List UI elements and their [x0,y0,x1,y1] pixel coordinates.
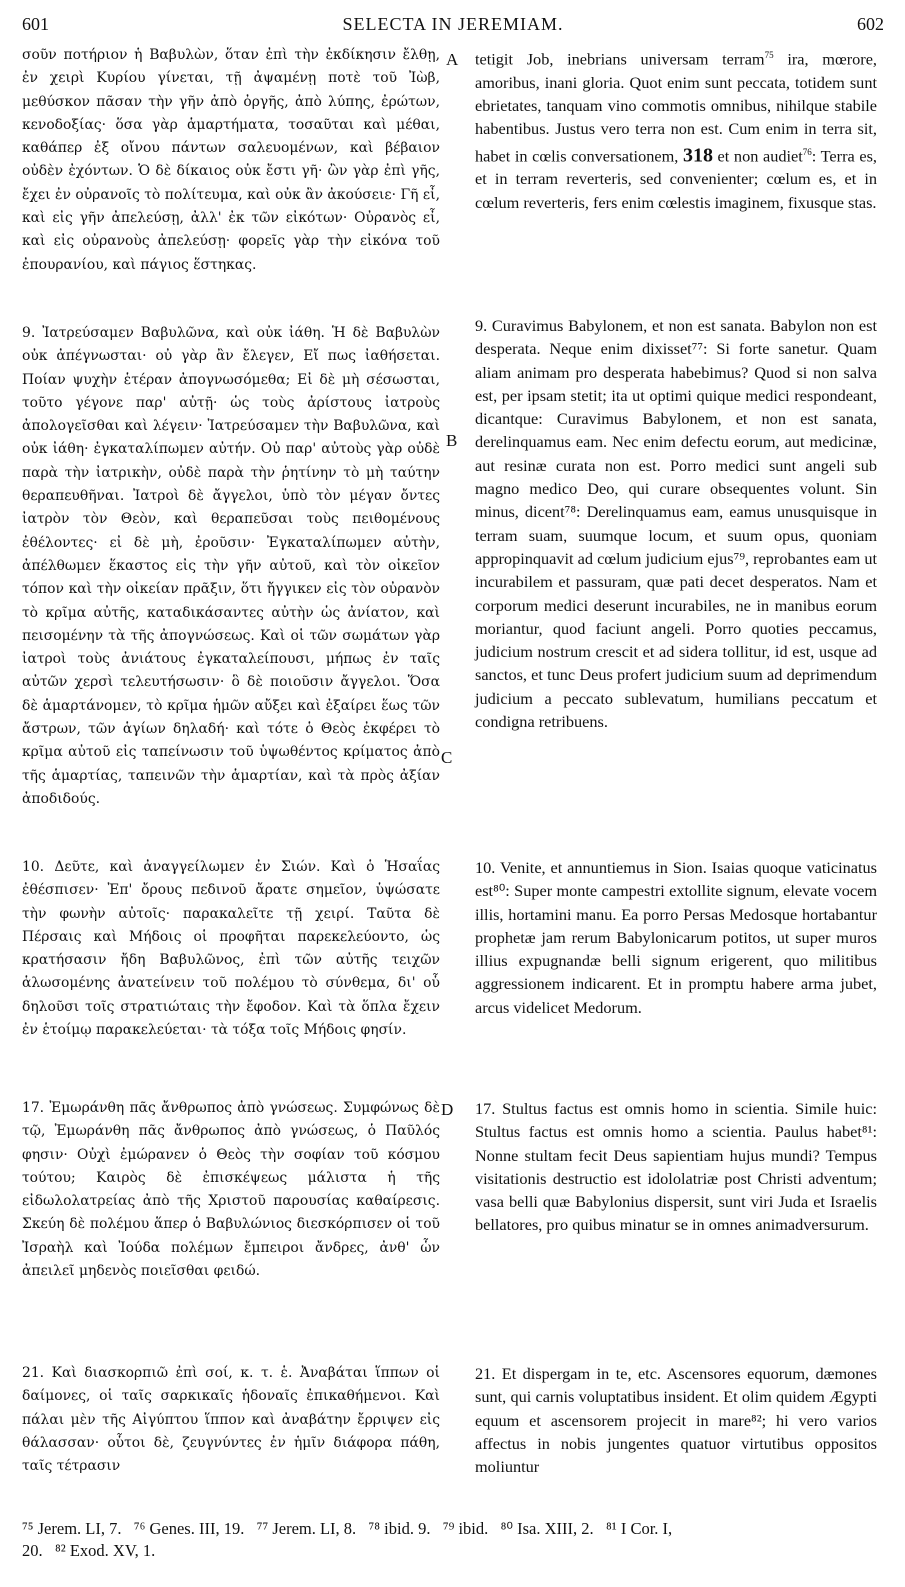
page-number-left: 601 [22,14,49,34]
latin-paragraph-17: 17. Stultus factus est omnis homo in scientia. Simile huic: Stultus factus est omnis homo a scientia. Paulus habet⁸¹: Nonne stultam fecit Deus sapientiam hujus mundi? Tempus visitationis destructio est idololatriæ post Christi adventum; vasa belli quæ Babylonius dispersit, sunt viri Juda et Israelis bellatores, pro quibus minatur se in omnes animadversurum. [475,1099,877,1235]
greek-paragraph-21: 21. Καὶ διασκορπιῶ ἐπὶ σοί, κ. τ. ἑ. Ἀναβάται ἵππων οἱ δαίμονες, οἱ ταῖς σαρκικαῖς ἡδοναῖς ἐπικαθήμενοι. Καὶ πάλαι μὲν τῆς Αἰγύπτου ἵππον καὶ ἀναβάτην ἔρριψεν εἰς θάλασσαν· οὗτοι δὲ, ζευγνύντες ἐν ἡμῖν διάφορα πάθη, ταῖς τέτρασιν [22,1365,440,1475]
latin-paragraph-10: 10. Venite, et annuntiemus in Sion. Isaias quoque vaticinatus est⁸⁰: Super monte campestri extollite signum, elevate vocem illis, hortamini manu. Ea porro Persas Medosque hortabantur prophetæ jam rerum Babylonicarum potitos, ut super muros illius expugnandæ belli signum erigerent, quo militibus aggressionem indicarent. Et in promptu habere arma jubet, arcus videlicet Medorum. [475,858,877,1017]
margin-letter-c: C [441,748,453,767]
margin-letter-b: B [446,431,458,450]
running-title: SELECTA IN JEREMIAM. [342,14,564,34]
footnote-ref-76: 76 [802,146,812,157]
page-number-right: 602 [857,14,884,34]
latin-paragraph-9: 9. Curavimus Babylonem, et non est sanata. Babylon non est desperata. Neque enim dixisset⁷⁷: Si forte sanetur. Quam aliam animam pro desperata habebimus? Quod si non salva est, per ipsam stetit; ita ut optimi quique medici respondeant, dicantque: Curavimus Babylonem, et non est sanata, derelinquamus eam. Nec enim defectu eorum, aut medicinæ, aut resinæ curata non est. Porro medici sunt angeli sub magno medico Deo, qui curare obsequentes volunt. Sin minus, dicent⁷⁸: Derelinquamus eam, eamus unusquisque in terram suam, suumque locum, et suum opus, quoniam appropinquavit ad cœlum judicium ejus⁷⁹, reprobantes eam ut incurabilem et passuram, quæ pati decet desperatos. Nam et corporum medici deserunt incurabiles, ne in manibus eorum moriantur, quod faciunt angeli. Porro quoties peccamus, judicium nostrum crescit et ad sidera tollitur, id est, usque ad sanctos, et tunc Deus profert judicium suum ad deprimendum judicium a peccato sublevatum, humilians peccatum et condigna retribuens. [475,316,877,732]
greek-paragraph-17: 17. Ἐμωράνθη πᾶς ἄνθρωπος ἀπὸ γνώσεως. Συμφώνως δὲ τῷ, Ἐμωράνθη πᾶς ἄνθρωπος ἀπὸ γνώσεως, ὁ Παῦλός φησιν· Οὐχὶ ἐμώρανεν ὁ Θεὸς τὴν σοφίαν τοῦ κόσμου τούτου; Καιρὸς δὲ ἐπισκέψεως μάλιστα ἡ τῆς εἰδωλολατρείας ἀπὸ τῆς Χριστοῦ παρουσίας καθαίρεσις. Σκεύη δὲ πολέμου ἅπερ ὁ Βαβυλώνιος διεσκόρπισεν οἱ τοῦ Ἰσραὴλ καὶ Ἰούδα πολέμων ἔμπειροι ἄνδρες, ἀνθ' ὧν ἀπειλεῖ μηδενὸς ποιεῖσθαι φειδώ. [22,1100,440,1280]
footnote-ref-75: 75 [764,50,774,60]
latin-paragraph-21: 21. Et dispergam in te, etc. Ascensores equorum, dæmones sunt, qui carnis voluptatibus insident. Et olim quidem Ægypti equum et ascensorem projecit in mare⁸²; hi vero varios affectus in nobis jungentes quatuor virtutibus oppositos moliuntur [475,1364,877,1477]
column-number: 318 [682,144,713,167]
greek-paragraph-1: σοῦν ποτήριον ἡ Βαβυλὼν, ὅταν ἐπὶ τὴν ἐκδίκησιν ἔλθῃ, ἐν χειρὶ Κυρίου γίνεται, τῇ ἀψαμένῃ ποτὲ τοῦ Ἰὼβ, μεθύσκον πᾶσαν τὴν γῆν ἀπὸ ὀργῆς, ἀπὸ λύπης, ἐρώτων, κενοδοξίας· ὅσα γὰρ ἁμαρτήματα, τοσαῦται καὶ μέθαι, καθάπερ ἐξ οἴνου πάντων σαλευομένων, καὶ βέβαιον οὐδὲν ἐχόντων. Ὁ δὲ δίκαιος οὐκ ἔστι γῆ· ὢν γὰρ ἐπὶ γῆς, ἔχει ἐν οὐρανοῖς τὸ πολίτευμα, καὶ οὐκ ἂν ἀκούσειε· Γῆ εἶ, καὶ εἰς γῆν ἀπελεύσῃ, ἀλλ' ἐκ τῶν εἰκότων· Οὐρανὸς εἶ, καὶ εἰς οὐρανοὺς ἀπελεύσῃ· φορεῖς γὰρ τὴν εἰκόνα τοῦ ἐπουρανίου, καὶ πάγιος ἕστηκας. [22,47,440,273]
running-header [22,14,884,40]
greek-paragraph-9: 9. Ἰατρεύσαμεν Βαβυλῶνα, καὶ οὐκ ἰάθη. Ἡ δὲ Βαβυλὼν οὐκ ἀπέγνωσται· οὐ γὰρ ἂν ἔλεγεν, Εἴ πως ἰαθήσεται. Ποίαν ψυχὴν ἑτέραν ἀπογνωσόμεθα; Εἰ δὲ μὴ σέσωσται, τοῦτο γέγονε παρ' αὐτῇ· ὡς τοὺς ἀρίστους ἰατροὺς ἀπολογεῖσθαι καὶ λέγειν· Ἰατρεύσαμεν τὴν Βαβυλῶνα, καὶ οὐκ ἰάθη· ἐγκαταλίπωμεν αὐτήν. Οὐ παρ' αὐτοὺς γὰρ οὐδὲ παρὰ τὴν ἰατρικὴν, οὐδὲ παρὰ τὴν ῥητίνην τὸ μὴ ταύτην θεραπευθῆναι. Ἰατροὶ δὲ ἄγγελοι, ὑπὸ τὸν μέγαν ὄντες ἰατρὸν τὸν Θεὸν, καὶ θεραπεῦσαι τοὺς πειθομένους ἐθέλοντες· εἰ δὲ μὴ, ἐροῦσιν· Ἐγκαταλίπωμεν αὐτὴν, ἀπέλθωμεν ἕκαστος εἰς τὴν γῆν αὐτοῦ, καὶ τὸν οἰκεῖον τόπον καὶ τὴν οἰκείαν πρᾶξιν, ὅτι ἤγγικεν εἰς τὸν οὐρανὸν τὸ κρῖμα αὐτῆς, καταδικάσαντες αὐτὴν ὡς ἀνίατον, καὶ πεισομένην τὰ τῆς ἀπογνώσεως. Καὶ οἱ τῶν σωμάτων γὰρ ἰατροὶ τοὺς ἀνιάτους ἐγκαταλείπουσι, μήπως ἐν ταῖς αὐτῶν χερσὶ τελευτήσωσιν· ὃ δὲ ποιοῦσιν ἄγγελοι. Ὅσα δὲ ἁμαρτάνομεν, τὸ κρῖμα ἡμῶν αὔξει καὶ ἐξαίρει ἕως τῶν ἄστρων, τῶν ἁγίων δηλαδή· καὶ τότε ὁ Θεὸς ἐκφέρει τὸ κρῖμα αὐτοῦ εἰς ταπείνωσιν τοῦ ὑψωθέντος κρίματος ἀπὸ τῆς ἁμαρτίας, ταπεινῶν τὴν ἁμαρτίαν, καὶ τὰ πρὸς ἀξίαν ἀποδιδούς. [22,325,440,807]
margin-letter-d: D [441,1100,454,1119]
latin-paragraph-1: tetigit Job, inebrians universam terram$^{75}$ ira, mœrore, amoribus, inani gloria. Quot enim sunt peccata, totidem sunt ebrietates, tanquam vino commotis omnibus, nihilque stabile habentibus. Justus vero terra non est. Cum enim in terra sit, habet in cœlis conversationem, 318 et non audiet$^{76}$: Terra es, et in terram reverteris, sed convenienter; cœlum es, et in cœlum reverteris, fers enim cœlestis imaginem, fixusque stas. [475,49,878,212]
margin-letter-a: A [446,50,459,69]
footnotes [22,1518,884,1562]
footnote-line-2: 20. ⁸² Exod. XV, 1. [22,1541,156,1560]
footnote-line-1: ⁷⁵ Jerem. LI, 7. ⁷⁶ Genes. III, 19. ⁷⁷ Jerem. LI, 8. ⁷⁸ ibid. 9. ⁷⁹ ibid. ⁸⁰ Isa. XIII, 2. ⁸¹ I Cor. I, [22,1519,673,1538]
greek-paragraph-10: 10. Δεῦτε, καὶ ἀναγγείλωμεν ἐν Σιών. Καὶ ὁ Ἡσαΐας ἐθέσπισεν· Ἐπ' ὄρους πεδινοῦ ἄρατε σημεῖον, ὑψώσατε τὴν φωνὴν αὐτοῖς· παρακαλεῖτε τῇ χειρί. Ταῦτα δὲ Πέρσαις καὶ Μήδοις οἱ προφῆται παρεκελεύοντο, ὡς κρατήσασιν ἤδη Βαβυλῶνος, ἐπὶ τῶν αὐτῆς τειχῶν ἁλωσομένης ἀνατείνειν τοῦ πολέμου τὸ σύνθεμα, δι' οὗ δηλοῦσι τοῖς στρατιώταις τὴν ἔφοδον. Καὶ τὰ ὅπλα ἔχειν ἐν ἑτοίμῳ παρακελεύεται· τὰ τόξα τοῖς Μήδοις φησίν. [22,859,440,1039]
